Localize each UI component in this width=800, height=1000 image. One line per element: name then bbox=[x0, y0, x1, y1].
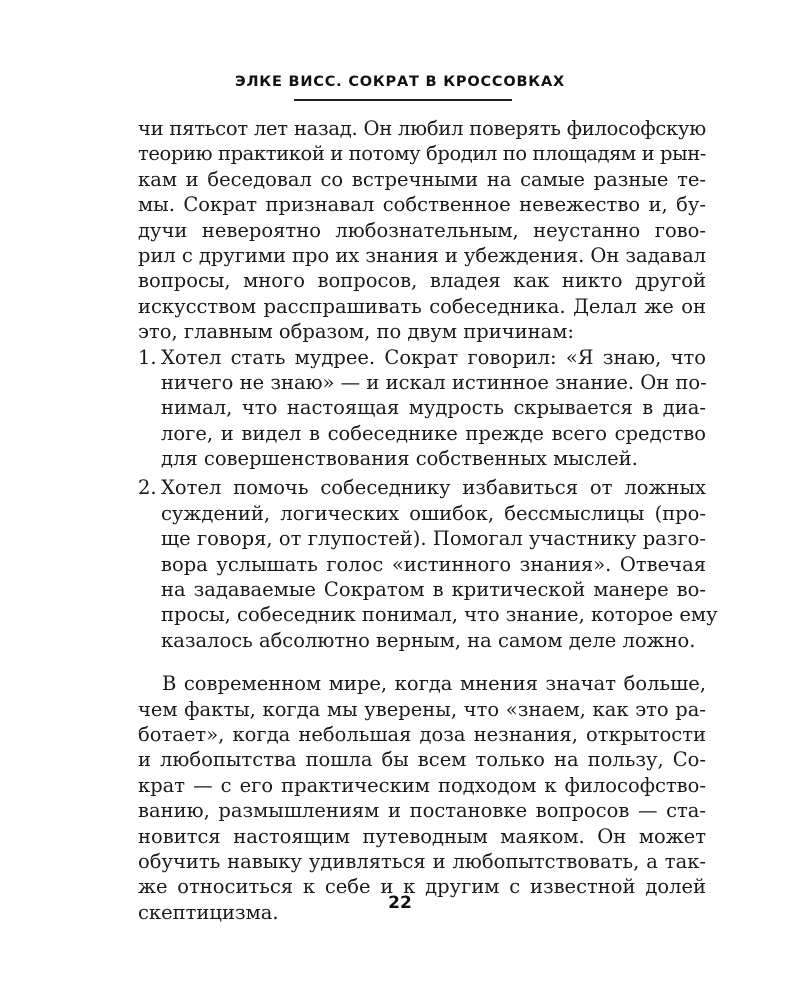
text-line: новится настоящим путеводным маяком. Он может bbox=[138, 824, 706, 848]
text-line: логе, и видел в собеседнике прежде всего средство bbox=[161, 421, 706, 445]
text-line: рил с другими про их знания и убеждения. Он задавал bbox=[138, 243, 706, 267]
page-number: 22 bbox=[388, 893, 412, 913]
text-line: суждений, логических ошибок, бессмыслицы (про- bbox=[161, 501, 706, 525]
text-line: теорию практикой и потому бродил по площадям и рын- bbox=[138, 142, 707, 166]
text-line: вора услышать голос «истинного знания». Отвечая bbox=[161, 552, 706, 576]
list-item-1 bbox=[138, 345, 706, 472]
text-line: на задаваемые Сократом в критической манере во- bbox=[161, 578, 706, 602]
text-line: мы. Сократ признавал собственное невежество и, бу- bbox=[138, 193, 706, 217]
intro-paragraph bbox=[138, 116, 706, 345]
text-line: и любопытства пошла бы всем только на пользу, Со- bbox=[138, 748, 706, 772]
text-line: ничего не знаю» — и искал истинное знание. Он по- bbox=[161, 370, 707, 394]
text-line: обучить навыку удивляться и любопытствовать, а так- bbox=[138, 849, 706, 873]
text-line: для совершенствования собственных мыслей. bbox=[161, 447, 638, 471]
text-line: искусством расспрашивать собеседника. Делал же он bbox=[138, 294, 706, 318]
text-line: ванию, размышлениям и постановке вопросов — ста- bbox=[138, 799, 706, 823]
text-line: ботает», когда небольшая доза незнания, открытости bbox=[138, 722, 706, 746]
text-line: В современном мире, когда мнения значат больше, bbox=[162, 672, 706, 696]
text-line: дучи невероятно любознательным, неустанно гово- bbox=[138, 218, 706, 242]
text-line: чи пятьсот лет назад. Он любил поверять философскую bbox=[138, 117, 706, 140]
text-line: просы, собеседник понимал, что знание, которое ему bbox=[161, 603, 718, 627]
text-line: ще говоря, от глупостей). Помогал участнику разго- bbox=[161, 527, 706, 551]
text-line: вопросы, много вопросов, владея как никто другой bbox=[138, 269, 706, 293]
text-line: же относиться к себе и к другим с известной долей bbox=[138, 875, 706, 899]
text-line: это, главным образом, по двум причинам: bbox=[138, 320, 574, 344]
running-head: ЭЛКЕ ВИСС. СОКРАТ В КРОССОВКАХ bbox=[235, 74, 565, 90]
closing-paragraph bbox=[138, 671, 706, 925]
list-item-2 bbox=[138, 475, 718, 653]
body-text bbox=[138, 116, 718, 925]
text-line: чем факты, когда мы уверены, что «знаем, как это ра- bbox=[138, 697, 706, 721]
list-number: 1. bbox=[138, 345, 157, 369]
list-number: 2. bbox=[138, 476, 157, 500]
text-line: казалось абсолютно верным, на самом деле ложно. bbox=[161, 628, 696, 652]
text-line: крат — с его практическим подходом к философство- bbox=[138, 773, 706, 797]
header-rule bbox=[294, 99, 512, 101]
text-line: скептицизма. bbox=[138, 900, 279, 924]
text-line: нимал, что настоящая мудрость скрывается в диа- bbox=[161, 396, 706, 420]
text-line: Хотел стать мудрее. Сократ говорил: «Я знаю, что bbox=[161, 345, 706, 369]
text-line: кам и беседовал со встречными на самые разные те- bbox=[138, 167, 706, 191]
text-line: Хотел помочь собеседнику избавиться от ложных bbox=[161, 476, 706, 500]
